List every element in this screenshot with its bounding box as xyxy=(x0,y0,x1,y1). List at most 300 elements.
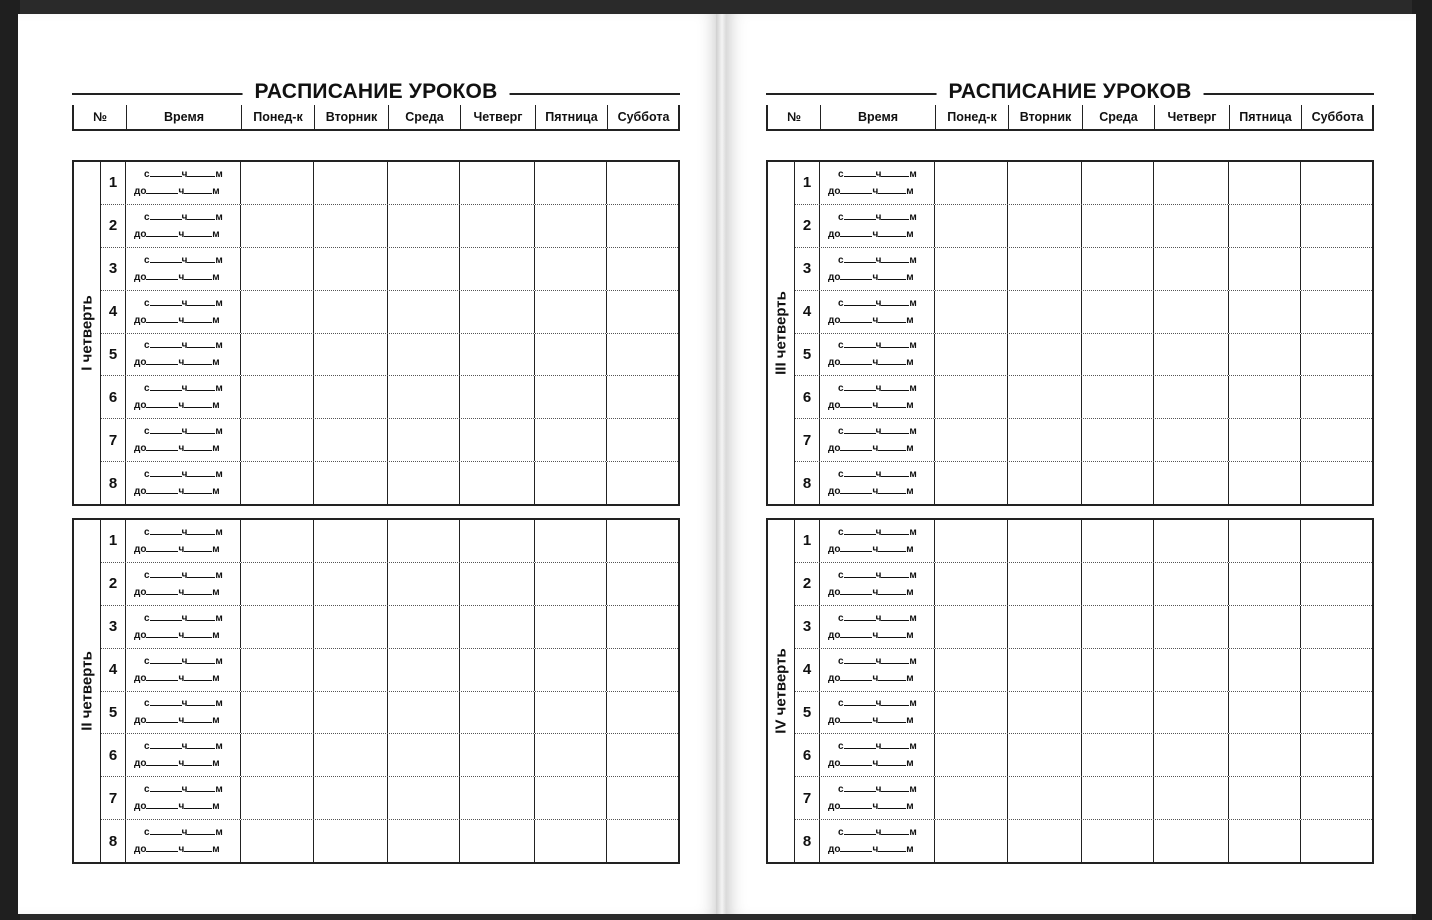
lesson-row xyxy=(795,375,1372,418)
hours-blank xyxy=(146,397,178,408)
subject-cell-friday[interactable] xyxy=(1228,734,1300,776)
subject-cell-tuesday[interactable] xyxy=(313,649,387,691)
lesson-number: 1 xyxy=(108,532,118,550)
subject-cell-tuesday[interactable] xyxy=(1007,649,1081,691)
subject-cell-saturday[interactable] xyxy=(606,334,678,376)
time-to-line xyxy=(828,183,934,200)
subject-cell-thursday[interactable] xyxy=(1153,419,1228,461)
lesson-time-field[interactable] xyxy=(819,734,934,776)
subject-cell-wednesday[interactable] xyxy=(1081,162,1153,204)
lesson-time-field[interactable] xyxy=(125,291,240,333)
subject-cell-monday[interactable] xyxy=(240,462,313,504)
subject-cell-friday[interactable] xyxy=(534,462,606,504)
subject-cell-wednesday[interactable] xyxy=(387,606,459,648)
subject-cell-wednesday[interactable] xyxy=(387,820,459,862)
subject-cell-friday[interactable] xyxy=(534,734,606,776)
hours-blank xyxy=(146,627,178,638)
hours-label: ч xyxy=(872,758,879,770)
subject-cell-monday[interactable] xyxy=(934,820,1007,862)
lesson-time-field[interactable] xyxy=(125,606,240,648)
subject-cell-wednesday[interactable] xyxy=(387,334,459,376)
subject-cell-friday[interactable] xyxy=(534,162,606,204)
subject-cell-friday[interactable] xyxy=(534,692,606,734)
lesson-number: 6 xyxy=(108,746,118,764)
subject-cell-thursday[interactable] xyxy=(1153,606,1228,648)
subject-cell-friday[interactable] xyxy=(534,520,606,562)
lesson-number: 7 xyxy=(108,431,118,449)
subject-cell-thursday[interactable] xyxy=(459,205,534,247)
lesson-number: 3 xyxy=(802,618,812,636)
subject-cell-friday[interactable] xyxy=(1228,162,1300,204)
minutes-label: м xyxy=(215,741,223,753)
subject-cell-wednesday[interactable] xyxy=(1081,649,1153,691)
col-number: № xyxy=(93,110,107,124)
subject-cell-wednesday[interactable] xyxy=(387,419,459,461)
time-to-line xyxy=(828,841,934,858)
subject-cell-tuesday[interactable] xyxy=(313,162,387,204)
lesson-time-field[interactable] xyxy=(819,419,934,461)
subject-cell-wednesday[interactable] xyxy=(387,205,459,247)
minutes-label: м xyxy=(906,844,914,856)
subject-cell-wednesday[interactable] xyxy=(1081,248,1153,290)
subject-cell-saturday[interactable] xyxy=(1300,205,1372,247)
subject-cell-saturday[interactable] xyxy=(606,462,678,504)
subject-cell-friday[interactable] xyxy=(1228,692,1300,734)
subject-cell-wednesday[interactable] xyxy=(1081,334,1153,376)
subject-cell-thursday[interactable] xyxy=(459,734,534,776)
subject-cell-monday[interactable] xyxy=(240,205,313,247)
minutes-blank xyxy=(184,312,212,323)
minutes-blank xyxy=(184,627,212,638)
subject-cell-monday[interactable] xyxy=(240,419,313,461)
subject-cell-tuesday[interactable] xyxy=(313,606,387,648)
subject-cell-monday[interactable] xyxy=(934,734,1007,776)
subject-cell-wednesday[interactable] xyxy=(1081,777,1153,819)
lesson-row xyxy=(795,691,1372,734)
subject-cell-saturday[interactable] xyxy=(606,162,678,204)
time-prefix: с xyxy=(838,297,844,309)
lesson-rows xyxy=(101,520,678,862)
col-saturday: Суббота xyxy=(1301,105,1373,129)
lesson-number: 8 xyxy=(108,474,118,492)
lesson-time-field[interactable] xyxy=(819,334,934,376)
subject-cell-monday[interactable] xyxy=(934,162,1007,204)
hours-label: ч xyxy=(181,655,188,667)
subject-cell-saturday[interactable] xyxy=(606,692,678,734)
minutes-blank xyxy=(881,466,909,477)
lesson-time-field[interactable] xyxy=(819,462,934,504)
subject-cell-wednesday[interactable] xyxy=(387,162,459,204)
minutes-blank xyxy=(184,483,212,494)
subject-cell-friday[interactable] xyxy=(534,777,606,819)
hours-blank xyxy=(844,423,876,434)
subject-cell-wednesday[interactable] xyxy=(1081,291,1153,333)
subject-cell-tuesday[interactable] xyxy=(313,248,387,290)
hours-blank xyxy=(150,824,182,835)
subject-cell-saturday[interactable] xyxy=(606,248,678,290)
col-friday: Пятница xyxy=(535,105,607,129)
minutes-blank xyxy=(187,567,215,578)
minutes-blank xyxy=(878,541,906,552)
subject-cell-tuesday[interactable] xyxy=(313,376,387,418)
hours-blank xyxy=(146,226,178,237)
time-prefix: до xyxy=(134,672,147,684)
subject-cell-wednesday[interactable] xyxy=(387,649,459,691)
lesson-time-field[interactable] xyxy=(819,248,934,290)
subject-cell-saturday[interactable] xyxy=(606,820,678,862)
subject-cell-friday[interactable] xyxy=(534,820,606,862)
subject-cell-thursday[interactable] xyxy=(1153,820,1228,862)
subject-cell-tuesday[interactable] xyxy=(1007,376,1081,418)
subject-cell-wednesday[interactable] xyxy=(1081,520,1153,562)
subject-cell-friday[interactable] xyxy=(534,563,606,605)
time-prefix: до xyxy=(134,228,147,240)
subject-cell-saturday[interactable] xyxy=(1300,606,1372,648)
subject-cell-saturday[interactable] xyxy=(1300,563,1372,605)
subject-cell-friday[interactable] xyxy=(1228,649,1300,691)
subject-cell-saturday[interactable] xyxy=(606,520,678,562)
subject-cell-thursday[interactable] xyxy=(459,649,534,691)
subject-cell-monday[interactable] xyxy=(934,376,1007,418)
subject-cell-thursday[interactable] xyxy=(459,692,534,734)
subject-cell-saturday[interactable] xyxy=(1300,692,1372,734)
time-from-line xyxy=(134,380,240,397)
subject-cell-monday[interactable] xyxy=(934,291,1007,333)
subject-cell-saturday[interactable] xyxy=(1300,820,1372,862)
subject-cell-friday[interactable] xyxy=(1228,462,1300,504)
subject-cell-monday[interactable] xyxy=(934,649,1007,691)
subject-cell-thursday[interactable] xyxy=(1153,649,1228,691)
subject-cell-tuesday[interactable] xyxy=(313,734,387,776)
time-to-line xyxy=(134,354,240,371)
lesson-time-field[interactable] xyxy=(819,205,934,247)
subject-cell-friday[interactable] xyxy=(1228,248,1300,290)
subject-cell-tuesday[interactable] xyxy=(313,692,387,734)
subject-cell-tuesday[interactable] xyxy=(1007,334,1081,376)
subject-cell-monday[interactable] xyxy=(240,291,313,333)
lesson-time-field[interactable] xyxy=(125,162,240,204)
subject-cell-saturday[interactable] xyxy=(1300,419,1372,461)
subject-cell-thursday[interactable] xyxy=(459,563,534,605)
subject-cell-wednesday[interactable] xyxy=(387,291,459,333)
subject-cell-saturday[interactable] xyxy=(1300,248,1372,290)
time-from-line xyxy=(134,738,240,755)
lesson-time-field[interactable] xyxy=(125,520,240,562)
subject-cell-tuesday[interactable] xyxy=(1007,205,1081,247)
subject-cell-friday[interactable] xyxy=(534,649,606,691)
subject-cell-friday[interactable] xyxy=(534,376,606,418)
subject-cell-monday[interactable] xyxy=(934,520,1007,562)
subject-cell-tuesday[interactable] xyxy=(313,419,387,461)
subject-cell-tuesday[interactable] xyxy=(1007,291,1081,333)
lesson-time-field[interactable] xyxy=(819,520,934,562)
time-prefix: до xyxy=(134,586,147,598)
subject-cell-wednesday[interactable] xyxy=(1081,563,1153,605)
subject-cell-tuesday[interactable] xyxy=(313,205,387,247)
subject-cell-tuesday[interactable] xyxy=(1007,162,1081,204)
subject-cell-tuesday[interactable] xyxy=(1007,520,1081,562)
subject-cell-monday[interactable] xyxy=(240,520,313,562)
time-prefix: до xyxy=(828,486,841,498)
lesson-row xyxy=(795,461,1372,504)
subject-cell-tuesday[interactable] xyxy=(1007,563,1081,605)
subject-cell-wednesday[interactable] xyxy=(387,777,459,819)
subject-cell-saturday[interactable] xyxy=(1300,162,1372,204)
subject-cell-saturday[interactable] xyxy=(1300,462,1372,504)
lesson-time-field[interactable] xyxy=(819,777,934,819)
subject-cell-tuesday[interactable] xyxy=(313,777,387,819)
time-from-line xyxy=(828,695,934,712)
minutes-blank xyxy=(187,466,215,477)
time-from-line xyxy=(828,466,934,483)
minutes-blank xyxy=(878,670,906,681)
subject-cell-tuesday[interactable] xyxy=(1007,734,1081,776)
hours-label: ч xyxy=(872,185,879,197)
subject-cell-saturday[interactable] xyxy=(606,291,678,333)
subject-cell-thursday[interactable] xyxy=(1153,734,1228,776)
subject-cell-monday[interactable] xyxy=(934,334,1007,376)
subject-cell-saturday[interactable] xyxy=(606,563,678,605)
subject-cell-thursday[interactable] xyxy=(1153,291,1228,333)
subject-cell-saturday[interactable] xyxy=(1300,376,1372,418)
subject-cell-thursday[interactable] xyxy=(1153,334,1228,376)
minutes-label: м xyxy=(212,844,220,856)
lesson-time-field[interactable] xyxy=(125,649,240,691)
subject-cell-wednesday[interactable] xyxy=(387,734,459,776)
lesson-row xyxy=(101,418,678,461)
lesson-time-field[interactable] xyxy=(125,334,240,376)
subject-cell-thursday[interactable] xyxy=(459,820,534,862)
lesson-time-field[interactable] xyxy=(125,777,240,819)
subject-cell-monday[interactable] xyxy=(240,376,313,418)
subject-cell-friday[interactable] xyxy=(1228,419,1300,461)
minutes-blank xyxy=(881,653,909,664)
subject-cell-thursday[interactable] xyxy=(459,419,534,461)
subject-cell-thursday[interactable] xyxy=(1153,692,1228,734)
subject-cell-friday[interactable] xyxy=(1228,376,1300,418)
time-prefix: с xyxy=(838,168,844,180)
hours-blank xyxy=(150,295,182,306)
lesson-time-field[interactable] xyxy=(819,649,934,691)
lesson-time-field[interactable] xyxy=(125,205,240,247)
subject-cell-wednesday[interactable] xyxy=(1081,205,1153,247)
hours-label: ч xyxy=(872,400,879,412)
subject-cell-thursday[interactable] xyxy=(1153,777,1228,819)
subject-cell-tuesday[interactable] xyxy=(1007,462,1081,504)
lesson-time-field[interactable] xyxy=(125,462,240,504)
subject-cell-friday[interactable] xyxy=(534,606,606,648)
subject-cell-wednesday[interactable] xyxy=(1081,462,1153,504)
subject-cell-saturday[interactable] xyxy=(606,777,678,819)
subject-cell-tuesday[interactable] xyxy=(1007,606,1081,648)
subject-cell-thursday[interactable] xyxy=(1153,162,1228,204)
lesson-time-field[interactable] xyxy=(125,376,240,418)
subject-cell-friday[interactable] xyxy=(1228,563,1300,605)
lesson-time-field[interactable] xyxy=(125,692,240,734)
subject-cell-friday[interactable] xyxy=(534,248,606,290)
minutes-label: м xyxy=(212,543,220,555)
subject-cell-friday[interactable] xyxy=(534,334,606,376)
subject-cell-wednesday[interactable] xyxy=(387,248,459,290)
subject-cell-wednesday[interactable] xyxy=(387,376,459,418)
subject-cell-monday[interactable] xyxy=(240,563,313,605)
subject-cell-monday[interactable] xyxy=(934,606,1007,648)
lesson-time-field[interactable] xyxy=(125,563,240,605)
lesson-row xyxy=(101,247,678,290)
lesson-time-field[interactable] xyxy=(125,248,240,290)
minutes-label: м xyxy=(909,526,917,538)
time-from-line xyxy=(828,824,934,841)
subject-cell-thursday[interactable] xyxy=(1153,520,1228,562)
time-to-line xyxy=(828,312,934,329)
subject-cell-wednesday[interactable] xyxy=(1081,376,1153,418)
minutes-label: м xyxy=(212,314,220,326)
subject-cell-saturday[interactable] xyxy=(606,734,678,776)
subject-cell-thursday[interactable] xyxy=(459,376,534,418)
time-prefix: до xyxy=(828,844,841,856)
subject-cell-tuesday[interactable] xyxy=(313,520,387,562)
subject-cell-thursday[interactable] xyxy=(459,334,534,376)
subject-cell-wednesday[interactable] xyxy=(387,520,459,562)
subject-cell-monday[interactable] xyxy=(240,777,313,819)
time-from-line xyxy=(134,252,240,269)
subject-cell-saturday[interactable] xyxy=(1300,649,1372,691)
minutes-label: м xyxy=(215,526,223,538)
subject-cell-tuesday[interactable] xyxy=(1007,419,1081,461)
time-from-line xyxy=(134,824,240,841)
subject-cell-wednesday[interactable] xyxy=(387,692,459,734)
minutes-blank xyxy=(184,397,212,408)
subject-cell-friday[interactable] xyxy=(1228,205,1300,247)
lesson-time-field[interactable] xyxy=(819,692,934,734)
subject-cell-thursday[interactable] xyxy=(459,248,534,290)
subject-cell-monday[interactable] xyxy=(240,162,313,204)
subject-cell-saturday[interactable] xyxy=(606,205,678,247)
time-prefix: до xyxy=(828,629,841,641)
time-to-line xyxy=(828,440,934,457)
hours-blank xyxy=(150,423,182,434)
subject-cell-thursday[interactable] xyxy=(1153,205,1228,247)
subject-cell-tuesday[interactable] xyxy=(1007,692,1081,734)
subject-cell-tuesday[interactable] xyxy=(313,563,387,605)
subject-cell-monday[interactable] xyxy=(934,419,1007,461)
subject-cell-friday[interactable] xyxy=(1228,334,1300,376)
hours-label: ч xyxy=(872,543,879,555)
minutes-label: м xyxy=(906,672,914,684)
subject-cell-tuesday[interactable] xyxy=(313,334,387,376)
lesson-row xyxy=(101,691,678,734)
lesson-time-field[interactable] xyxy=(819,820,934,862)
subject-cell-monday[interactable] xyxy=(240,334,313,376)
lesson-time-field[interactable] xyxy=(819,162,934,204)
lesson-time-field[interactable] xyxy=(125,734,240,776)
subject-cell-wednesday[interactable] xyxy=(387,462,459,504)
subject-cell-saturday[interactable] xyxy=(1300,734,1372,776)
lesson-row xyxy=(101,461,678,504)
subject-cell-friday[interactable] xyxy=(1228,606,1300,648)
subject-cell-saturday[interactable] xyxy=(1300,291,1372,333)
subject-cell-thursday[interactable] xyxy=(459,777,534,819)
subject-cell-monday[interactable] xyxy=(240,606,313,648)
subject-cell-tuesday[interactable] xyxy=(313,291,387,333)
subject-cell-friday[interactable] xyxy=(1228,777,1300,819)
subject-cell-thursday[interactable] xyxy=(459,606,534,648)
lesson-time-field[interactable] xyxy=(125,820,240,862)
subject-cell-thursday[interactable] xyxy=(459,520,534,562)
subject-cell-monday[interactable] xyxy=(934,205,1007,247)
subject-cell-monday[interactable] xyxy=(240,649,313,691)
lesson-time-field[interactable] xyxy=(819,563,934,605)
time-prefix: до xyxy=(134,801,147,813)
subject-cell-thursday[interactable] xyxy=(1153,248,1228,290)
subject-cell-wednesday[interactable] xyxy=(387,563,459,605)
subject-cell-wednesday[interactable] xyxy=(1081,606,1153,648)
subject-cell-saturday[interactable] xyxy=(606,419,678,461)
lesson-time-field[interactable] xyxy=(819,606,934,648)
subject-cell-tuesday[interactable] xyxy=(1007,820,1081,862)
subject-cell-wednesday[interactable] xyxy=(1081,734,1153,776)
subject-cell-thursday[interactable] xyxy=(1153,563,1228,605)
minutes-blank xyxy=(187,824,215,835)
subject-cell-thursday[interactable] xyxy=(459,462,534,504)
hours-blank xyxy=(840,312,872,323)
subject-cell-friday[interactable] xyxy=(1228,520,1300,562)
subject-cell-thursday[interactable] xyxy=(459,291,534,333)
subject-cell-monday[interactable] xyxy=(934,248,1007,290)
subject-cell-friday[interactable] xyxy=(534,291,606,333)
minutes-label: м xyxy=(215,211,223,223)
subject-cell-monday[interactable] xyxy=(240,248,313,290)
subject-cell-monday[interactable] xyxy=(934,462,1007,504)
subject-cell-friday[interactable] xyxy=(1228,820,1300,862)
subject-cell-saturday[interactable] xyxy=(606,649,678,691)
subject-cell-monday[interactable] xyxy=(934,563,1007,605)
subject-cell-monday[interactable] xyxy=(934,777,1007,819)
col-time: Время xyxy=(820,105,935,129)
subject-cell-tuesday[interactable] xyxy=(313,820,387,862)
subject-cell-monday[interactable] xyxy=(240,734,313,776)
subject-cell-wednesday[interactable] xyxy=(1081,419,1153,461)
subject-cell-tuesday[interactable] xyxy=(313,462,387,504)
lesson-number: 2 xyxy=(108,217,118,235)
subject-cell-monday[interactable] xyxy=(240,820,313,862)
subject-cell-saturday[interactable] xyxy=(1300,334,1372,376)
subject-cell-thursday[interactable] xyxy=(459,162,534,204)
subject-cell-saturday[interactable] xyxy=(606,376,678,418)
hours-label: ч xyxy=(875,211,882,223)
subject-cell-monday[interactable] xyxy=(240,692,313,734)
subject-cell-tuesday[interactable] xyxy=(1007,777,1081,819)
subject-cell-friday[interactable] xyxy=(534,205,606,247)
lesson-time-field[interactable] xyxy=(819,376,934,418)
lesson-time-field[interactable] xyxy=(819,291,934,333)
lesson-time-field[interactable] xyxy=(125,419,240,461)
subject-cell-saturday[interactable] xyxy=(606,606,678,648)
minutes-label: м xyxy=(215,469,223,481)
subject-cell-wednesday[interactable] xyxy=(1081,820,1153,862)
hours-blank xyxy=(844,824,876,835)
subject-cell-friday[interactable] xyxy=(1228,291,1300,333)
subject-cell-monday[interactable] xyxy=(934,692,1007,734)
subject-cell-tuesday[interactable] xyxy=(1007,248,1081,290)
time-to-line xyxy=(134,397,240,414)
subject-cell-thursday[interactable] xyxy=(1153,376,1228,418)
subject-cell-friday[interactable] xyxy=(534,419,606,461)
subject-cell-saturday[interactable] xyxy=(1300,777,1372,819)
subject-cell-wednesday[interactable] xyxy=(1081,692,1153,734)
subject-cell-thursday[interactable] xyxy=(1153,462,1228,504)
subject-cell-saturday[interactable] xyxy=(1300,520,1372,562)
